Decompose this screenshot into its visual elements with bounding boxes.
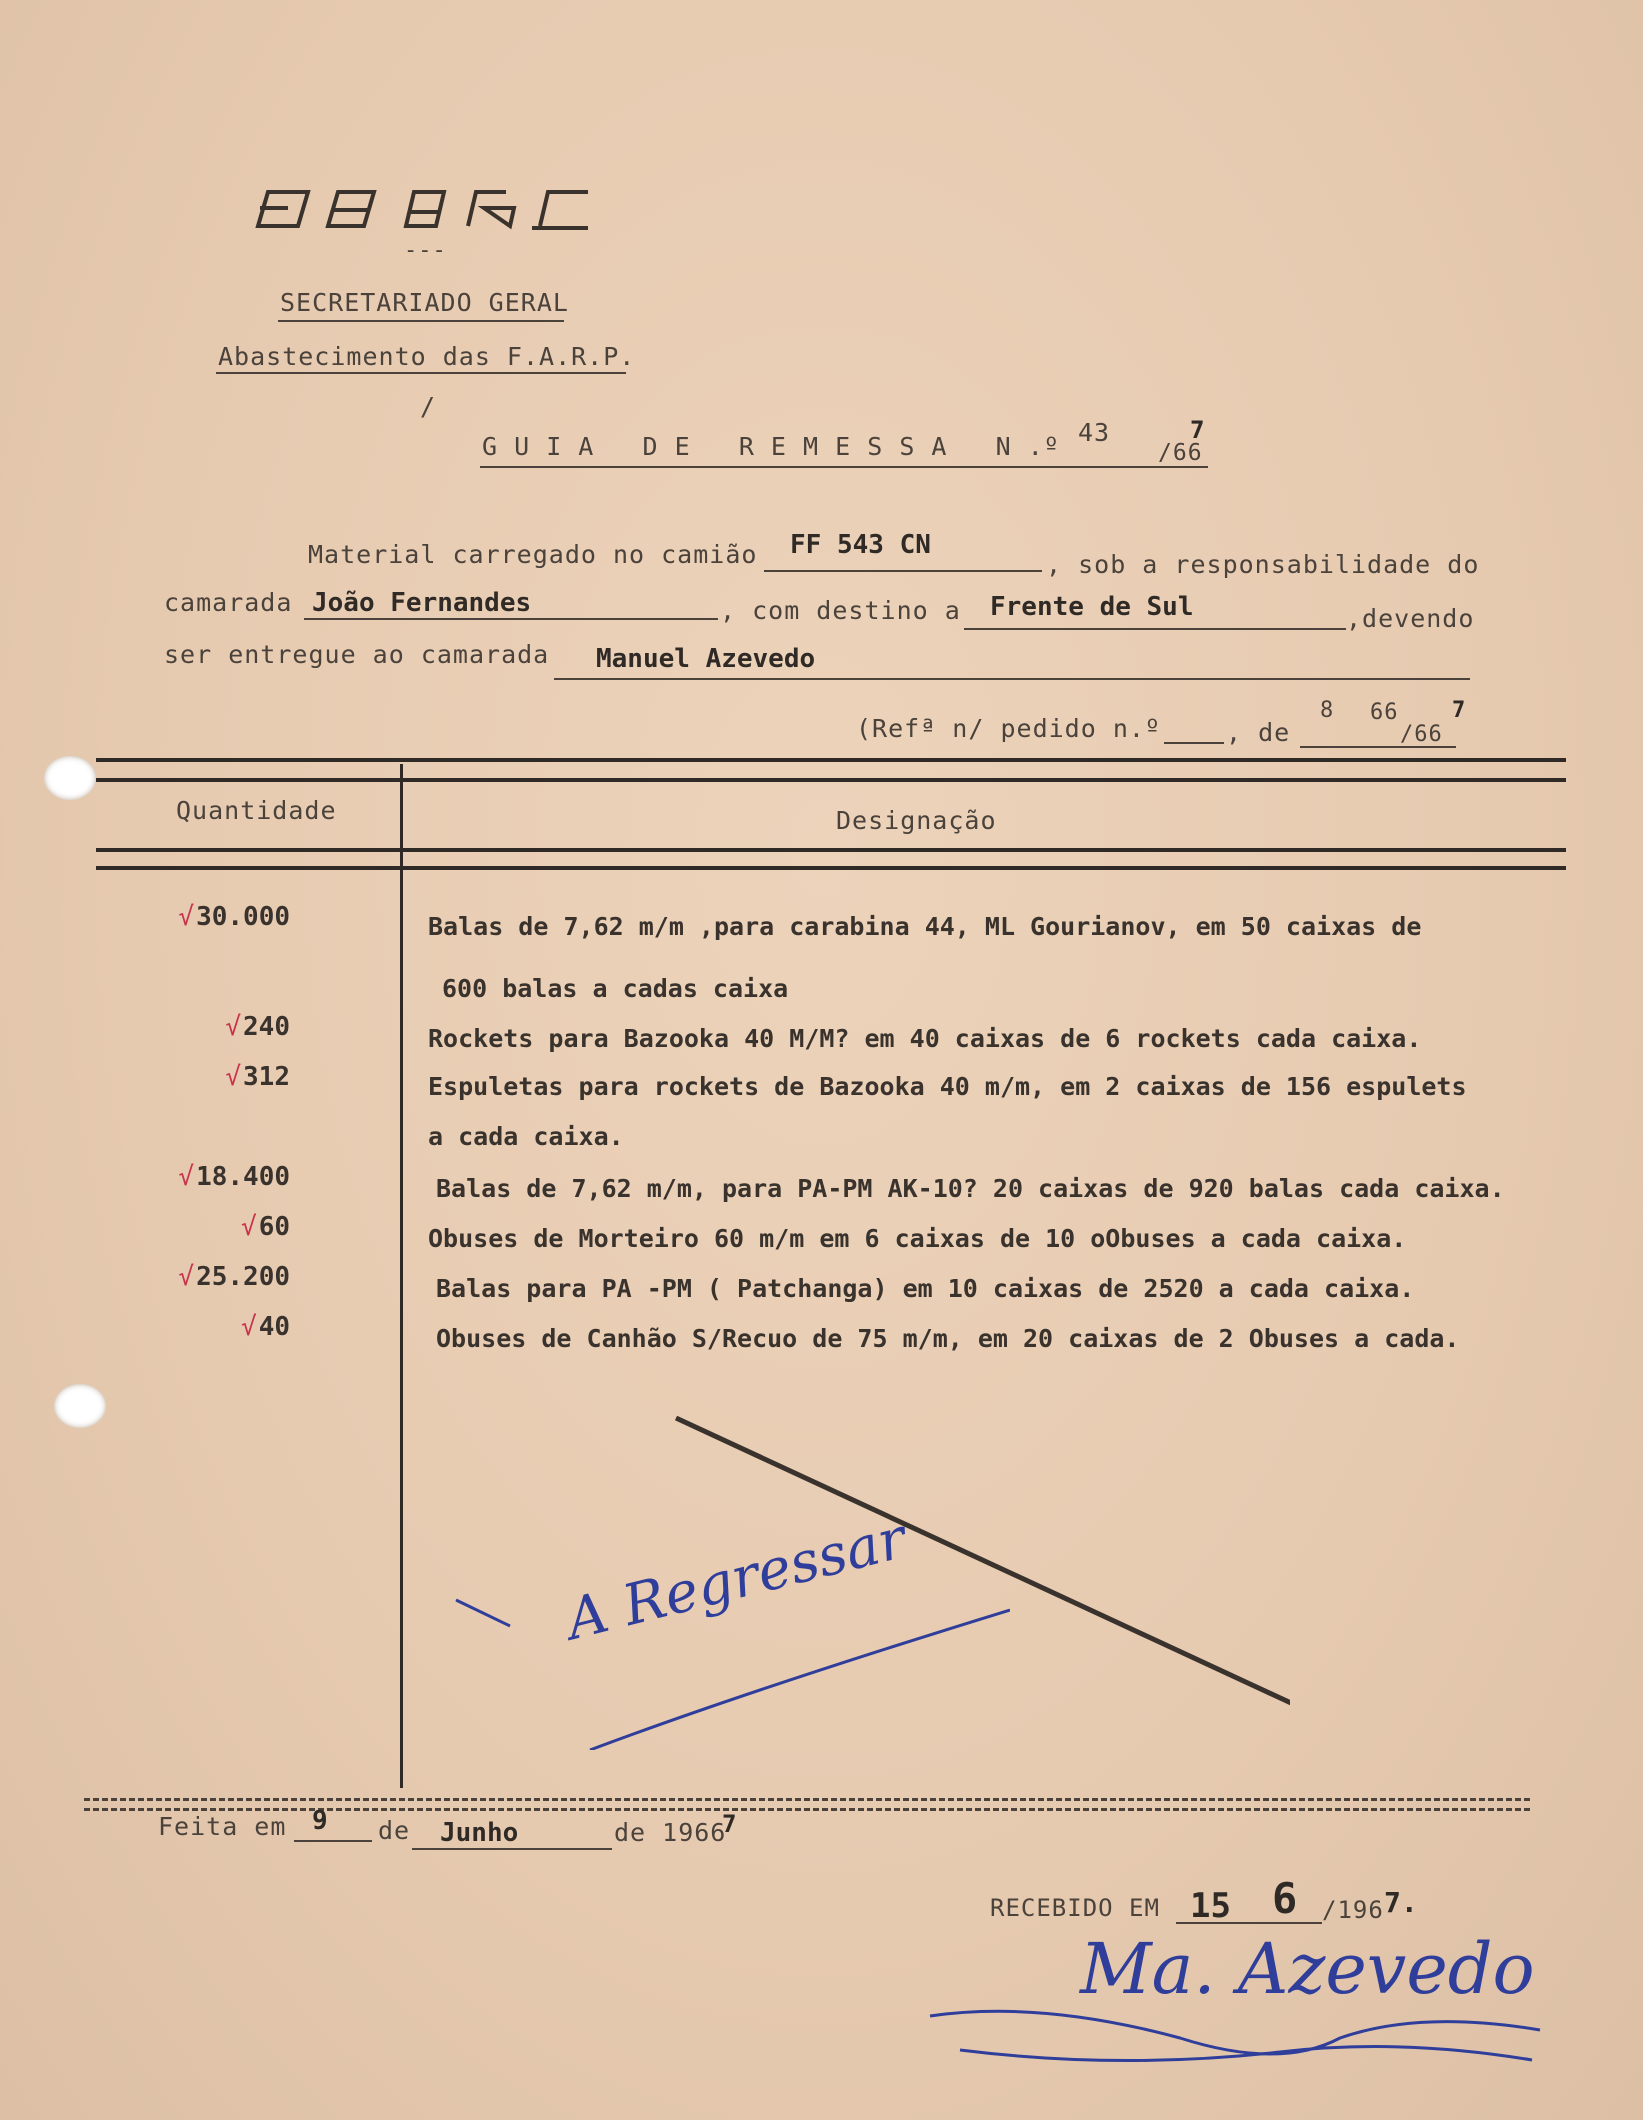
reference-day: 8 xyxy=(1320,698,1335,723)
designation-line: Rockets para Bazooka 40 M/M? em 40 caixas de 6 rockets cada caixa. xyxy=(428,1024,1422,1053)
truck-value: FF 543 CN xyxy=(790,530,931,560)
made-de-1: de xyxy=(378,1816,411,1845)
made-year: de 1966 xyxy=(614,1818,727,1847)
logo-lettering xyxy=(248,182,598,238)
designation-line: 600 balas a cadas caixa xyxy=(442,974,789,1003)
driver-label: camarada xyxy=(164,588,293,617)
section-name: Abastecimento das F.A.R.P. xyxy=(218,342,636,371)
driver-value: João Fernandes xyxy=(312,588,532,618)
designation-line: Espuletas para rockets de Bazooka 40 m/m, em 2 caixas de 156 espulets xyxy=(428,1072,1467,1101)
table-top-rule xyxy=(96,758,1566,762)
delivery-text: ,devendo xyxy=(1346,604,1475,633)
designation-line: Obuses de Canhão S/Recuo de 75 m/m, em 20 caixas de 2 Obuses a cada. xyxy=(436,1324,1460,1353)
recipient-underline xyxy=(554,678,1470,680)
received-day: 15 xyxy=(1190,1886,1231,1926)
reference-label: (Refª n/ pedido n.º xyxy=(856,714,1161,743)
made-month: Junho xyxy=(440,1818,519,1848)
designation-line: Balas de 7,62 m/m, para PA-PM AK-10? 20 caixas de 920 balas cada caixa. xyxy=(436,1174,1505,1203)
department-underline xyxy=(278,320,564,322)
title-underline xyxy=(480,466,1208,468)
received-year-correction: 7. xyxy=(1384,1886,1418,1919)
footer-dashed-rule xyxy=(84,1798,1530,1801)
designation-line: Balas para PA -PM ( Patchanga) em 10 caixas de 2520 a cada caixa. xyxy=(436,1274,1415,1303)
department-name: SECRETARIADO GERAL xyxy=(280,288,569,317)
quantity-column xyxy=(120,900,290,1360)
signature: Ma. Azevedo xyxy=(1080,1928,1535,2010)
received-month: 6 xyxy=(1272,1874,1298,1923)
organization-logo xyxy=(248,182,598,242)
quantity-cell: √240 xyxy=(225,1012,290,1042)
truck-underline xyxy=(764,570,1042,572)
quantity-cell: √40 xyxy=(241,1312,290,1342)
responsibility-text: , sob a responsabilidade do xyxy=(1046,550,1480,579)
quantity-cell: √25.200 xyxy=(178,1262,290,1292)
quantity-cell: √30.000 xyxy=(178,902,290,932)
made-label: Feita em xyxy=(158,1812,287,1841)
recipient-value: Manuel Azevedo xyxy=(596,644,816,674)
designation-line: a cada caixa. xyxy=(428,1122,624,1151)
reference-month: 66 xyxy=(1370,700,1399,725)
slash-mark: / xyxy=(420,392,437,421)
recipient-label: ser entregue ao camarada xyxy=(164,640,550,669)
document-year-correction: 7 xyxy=(1190,416,1205,444)
handwritten-annotation: A Regressar xyxy=(560,1506,913,1654)
made-day-underline xyxy=(294,1840,372,1842)
section-underline xyxy=(216,372,626,374)
quantity-cell: √60 xyxy=(241,1212,290,1242)
column-header-designation: Designação xyxy=(836,806,997,835)
made-day: 9 xyxy=(312,1806,328,1836)
footer-dashed-rule-2 xyxy=(84,1808,1530,1811)
reference-year: /66 xyxy=(1400,722,1443,747)
table-top-rule-2 xyxy=(96,778,1566,782)
quantity-cell: √312 xyxy=(225,1062,290,1092)
column-divider xyxy=(400,764,403,1788)
reference-year-correction: 7 xyxy=(1452,698,1466,723)
made-year-correction: 7 xyxy=(722,1810,737,1838)
received-label: RECEBIDO EM xyxy=(990,1894,1160,1922)
reference-date-underline xyxy=(1300,746,1456,748)
designation-line: Obuses de Morteiro 60 m/m em 6 caixas de 10 oObuses a cada caixa. xyxy=(428,1224,1407,1253)
truck-label: Material carregado no camião xyxy=(308,540,758,569)
designation-column xyxy=(428,912,1568,1392)
destination-value: Frente de Sul xyxy=(990,592,1194,622)
header-bottom-rule xyxy=(96,848,1566,852)
logo-divider: --- xyxy=(404,238,447,263)
document-year: /66 xyxy=(1158,440,1203,466)
driver-underline xyxy=(304,618,718,620)
document-number: 43 xyxy=(1078,418,1111,447)
designation-line: Balas de 7,62 m/m ,para carabina 44, ML Gourianov, em 50 caixas de xyxy=(428,912,1422,941)
made-month-underline xyxy=(412,1848,612,1850)
punch-hole-bottom xyxy=(54,1384,106,1428)
received-year: /196 xyxy=(1322,1896,1384,1924)
reference-date-label: , de xyxy=(1226,718,1291,747)
punch-hole-top xyxy=(44,756,96,800)
destination-label: , com destino a xyxy=(720,596,961,625)
header-bottom-rule-2 xyxy=(96,866,1566,870)
column-header-quantity: Quantidade xyxy=(176,796,337,825)
document-title: G U I A D E R E M E S S A N .º xyxy=(482,432,1060,461)
destination-underline xyxy=(964,628,1346,630)
reference-number-underline xyxy=(1164,742,1224,744)
quantity-cell: √18.400 xyxy=(178,1162,290,1192)
